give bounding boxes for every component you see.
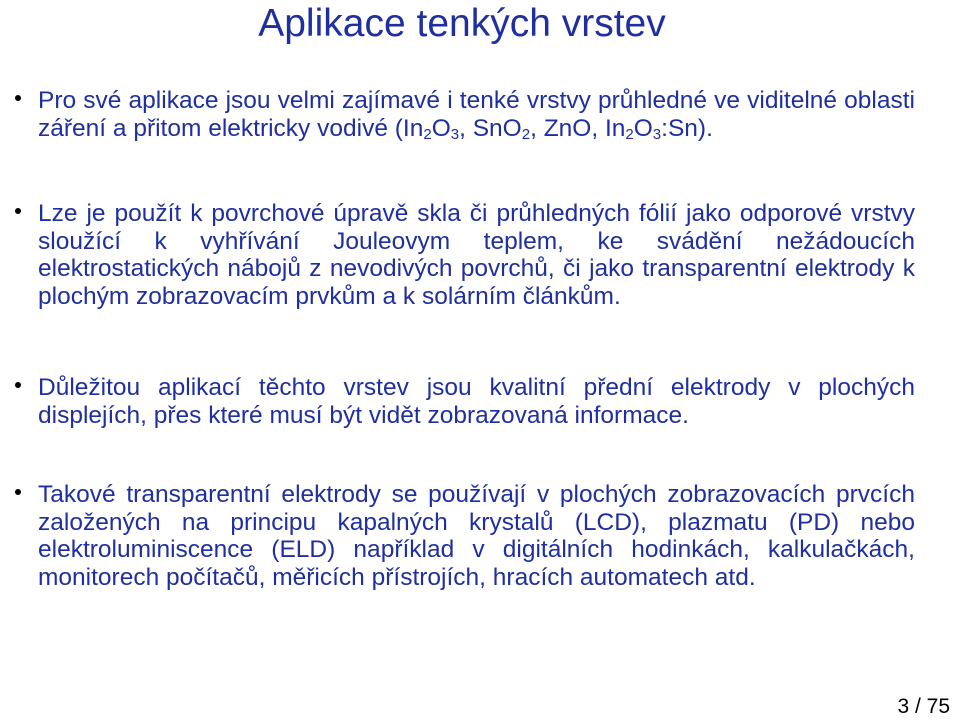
bullet-text-3: Důležitou aplikací těchto vrstev jsou kvalitní přední elektrody v plochých displejích, přes které musí být vidět zobrazovaná informace. <box>38 374 915 429</box>
page-number: 3 / 75 <box>897 695 950 718</box>
bullet-dot-icon <box>15 489 21 495</box>
slide-title: Aplikace tenkých vrstev <box>258 2 666 45</box>
bullet-dot-icon <box>15 95 21 101</box>
bullet-text-4: Takové transparentní elektrody se používají v plochých zobrazovacích prvcích založených na principu kapalných krystalů (LCD), plazmatu (PD) nebo elektroluminiscence (ELD) například v digitálních hodinkách, kalkulačkách, monitorech počítačů, měřicích přístrojích, hracích automatech atd. <box>38 481 915 591</box>
bullet-text-1: Pro své aplikace jsou velmi zajímavé i tenké vrstvy průhledné ve viditelné oblasti záření a přitom elektricky vodivé ($In_2O_3$, SnO$_2$, ZnO, $In_2O_3:Sn$). <box>38 87 915 143</box>
bullet-dot-icon <box>15 208 21 214</box>
bullet-text-2: Lze je použít k povrchové úpravě skla či průhledných fólií jako odporové vrstvy sloužící k vyhřívání Jouleovym teplem, ke svádění nežádoucích elektrostatických nábojů z nevodivých povrchů, či jako transparentní elektrody k plochým zobrazovacím prvkům a k solárním článkům. <box>38 200 915 310</box>
bullet-dot-icon <box>15 382 21 388</box>
